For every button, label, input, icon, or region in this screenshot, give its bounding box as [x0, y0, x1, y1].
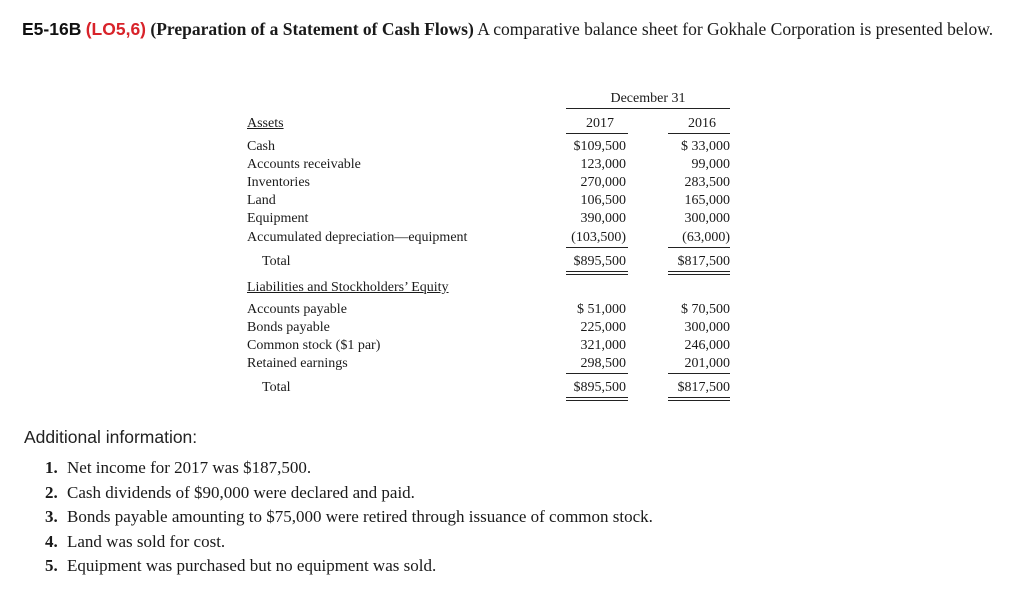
liability-value-2017: 225,000 — [580, 320, 626, 335]
list-item — [45, 457, 653, 482]
item-text: Cash dividends of $90,000 were declared and paid. — [67, 482, 415, 502]
item-number: 3. — [45, 507, 58, 526]
subtotal-rule — [566, 247, 628, 248]
double-rule — [668, 400, 730, 401]
subtotal-rule — [668, 247, 730, 248]
double-rule — [566, 400, 628, 401]
liability-value-2016: 300,000 — [684, 320, 730, 335]
list-item — [45, 531, 653, 556]
list-item — [45, 506, 653, 531]
year-2016-header: 2016 — [688, 116, 716, 131]
subtotal-rule — [668, 373, 730, 374]
exercise-description: A comparative balance sheet for Gokhale Corporation is presented below. — [477, 19, 994, 39]
item-number: 2. — [45, 482, 58, 502]
double-rule — [566, 271, 628, 272]
item-text: Equipment was purchased but no equipment was sold. — [67, 556, 437, 575]
additional-info-heading: Additional information: — [24, 427, 198, 447]
asset-value-2016: 300,000 — [684, 211, 730, 226]
item-text: Net income for 2017 was $187,500. — [67, 458, 312, 477]
double-rule — [566, 274, 628, 275]
asset-value-2017: 106,500 — [580, 193, 626, 208]
year-2016-rule — [668, 133, 730, 134]
asset-value-2016: 283,500 — [684, 175, 730, 190]
liability-value-2017: 298,500 — [580, 356, 626, 371]
subtotal-rule — [566, 373, 628, 374]
item-text: Bonds payable amounting to $75,000 were retired through issuance of common stock. — [67, 507, 653, 526]
asset-value-2016: 99,000 — [691, 157, 730, 172]
asset-label: Land — [247, 193, 276, 208]
liability-value-2017: 321,000 — [580, 338, 626, 353]
learning-objective: (LO5,6) — [85, 19, 147, 39]
liability-label: Bonds payable — [247, 320, 330, 335]
double-rule — [566, 397, 628, 398]
double-rule — [668, 274, 730, 275]
asset-value-2017: 270,000 — [580, 175, 626, 190]
liability-value-2017: $ 51,000 — [577, 302, 626, 317]
assets-heading: Assets — [247, 116, 284, 131]
item-number: 4. — [45, 531, 58, 551]
exercise-title: (Preparation of a Statement of Cash Flows) — [150, 19, 474, 39]
asset-label: Accounts receivable — [247, 157, 361, 172]
list-item — [45, 482, 653, 507]
liab-total-2016: $817,500 — [677, 380, 730, 395]
asset-label: Equipment — [247, 211, 309, 226]
double-rule — [668, 397, 730, 398]
year-2017-header: 2017 — [586, 116, 614, 131]
item-text: Land was sold for cost. — [67, 531, 226, 551]
asset-value-2016: $ 33,000 — [681, 139, 730, 154]
assets-total-label: Total — [262, 254, 291, 269]
period-header: December 31 — [610, 91, 686, 106]
liabilities-heading: Liabilities and Stockholders’ Equity — [247, 280, 449, 295]
double-rule — [668, 271, 730, 272]
asset-label: Accumulated depreciation—equipment — [247, 230, 468, 245]
liab-total-2017: $895,500 — [573, 380, 626, 395]
list-item — [45, 555, 653, 580]
asset-value-2017: 123,000 — [580, 157, 626, 172]
assets-total-2016: $817,500 — [677, 254, 730, 269]
asset-value-2017: (103,500) — [571, 230, 626, 245]
additional-info-list — [45, 457, 653, 580]
liability-label: Accounts payable — [247, 302, 347, 317]
liab-total-label: Total — [262, 380, 291, 395]
year-2017-rule — [566, 133, 628, 134]
asset-label: Cash — [247, 139, 275, 154]
item-number: 1. — [45, 458, 58, 477]
item-number: 5. — [45, 556, 58, 575]
asset-value-2017: 390,000 — [580, 211, 626, 226]
asset-label: Inventories — [247, 175, 310, 190]
liability-label: Retained earnings — [247, 356, 348, 371]
liability-value-2016: $ 70,500 — [681, 302, 730, 317]
assets-total-2017: $895,500 — [573, 254, 626, 269]
liability-label: Common stock ($1 par) — [247, 338, 381, 353]
period-rule — [566, 108, 730, 109]
asset-value-2016: 165,000 — [684, 193, 730, 208]
liability-value-2016: 246,000 — [684, 338, 730, 353]
asset-value-2017: $109,500 — [573, 139, 626, 154]
exercise-code: E5-16B — [22, 19, 82, 39]
liability-value-2016: 201,000 — [684, 356, 730, 371]
asset-value-2016: (63,000) — [682, 230, 730, 245]
